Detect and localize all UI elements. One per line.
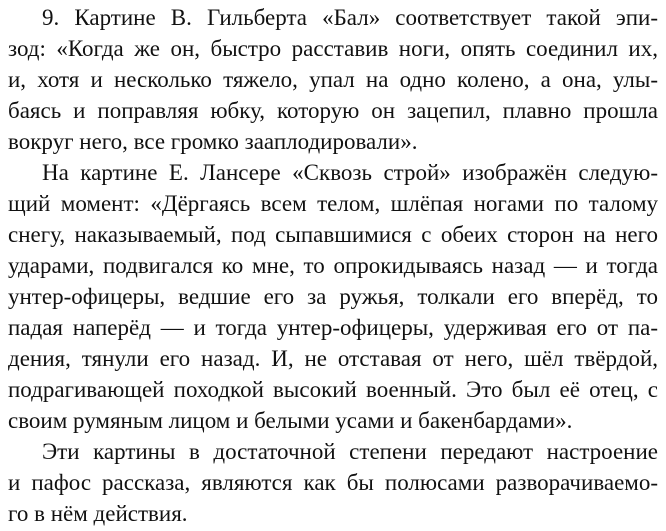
text-line: баясь и поправляя юбку, которую он зацепил, плавно прошла xyxy=(8,98,658,123)
text-line: щий момент: «Дёргаясь всем телом, шлёпая ногами по талому xyxy=(8,191,658,216)
text-line: го в нём действия. xyxy=(8,501,188,526)
text-line: унтер-офицеры, ведшие его за ружья, толкали его вперёд, то xyxy=(8,284,658,309)
text-line: На картине Е. Лансере «Сквозь строй» изображён следую- xyxy=(42,160,658,185)
text-line: ударами, подвигался ко мне, то опрокидываясь назад — и тогда xyxy=(8,253,658,278)
text-line: своим румяным лицом и белыми усами и бакенбардами». xyxy=(8,408,573,433)
text-line: и, хотя и несколько тяжело, упал на одно колено, а она, улы- xyxy=(8,67,658,92)
text-line: дения, тянули его назад. И, не отставая от него, шёл твёрдой, xyxy=(8,346,658,371)
text-line: и пафос рассказа, являются как бы полюсами разворачиваемо- xyxy=(8,470,658,495)
text-line: зод: «Когда же он, быстро расставив ноги, опять соединил их, xyxy=(8,36,658,61)
text-line: 9. Картине В. Гильберта «Бал» соответствует такой эпи- xyxy=(42,5,658,30)
text-line: подрагивающей походкой высокий военный. Это был её отец, с xyxy=(8,377,658,402)
text-line: падая наперёд — и тогда унтер-офицеры, удерживая его от па- xyxy=(8,315,658,340)
text-line: снегу, наказываемый, под сыпавшимися с обеих сторон на него xyxy=(8,222,658,247)
text-line: вокруг него, все громко зааплодировали». xyxy=(8,129,418,154)
text-line: Эти картины в достаточной степени передают настроение xyxy=(42,439,658,464)
